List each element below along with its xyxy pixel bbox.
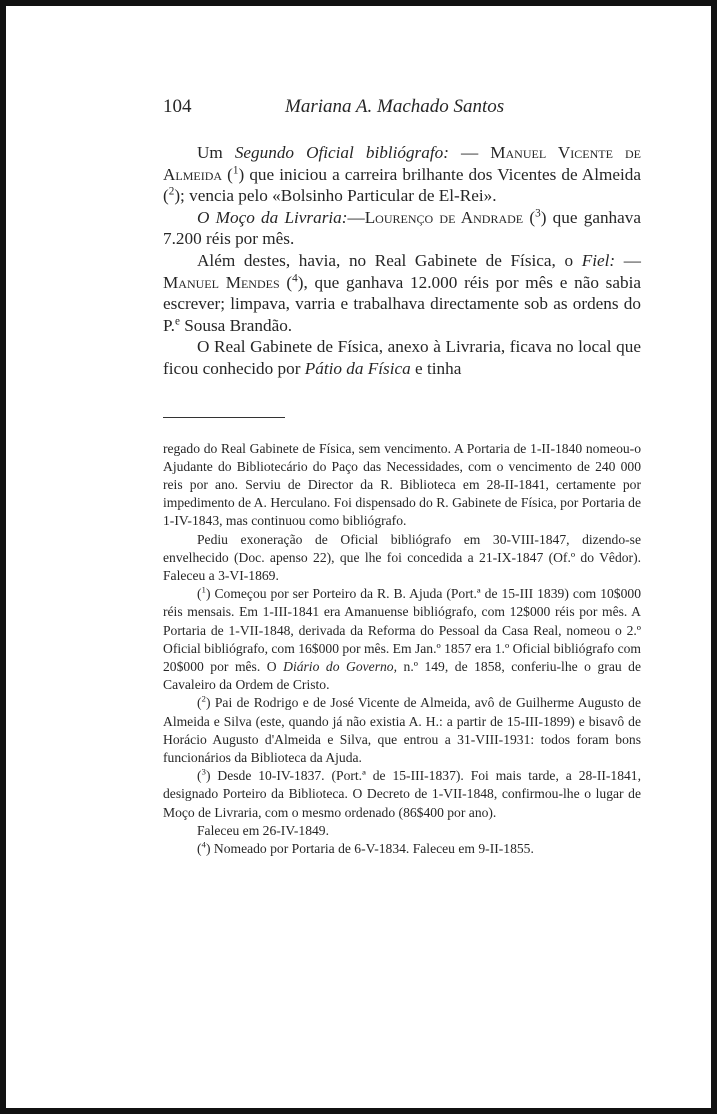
abbrev-superscript: e <box>174 315 180 328</box>
italic-term: Pátio da Física <box>304 358 411 378</box>
italic-term: Fiel: <box>581 250 616 270</box>
italic-term: O Moço da Livraria: <box>197 207 348 227</box>
footnote-4: ($^4$) Nomeado por Portaria de 6-V-1834. Faleceu em 9-II-1855. <box>197 839 534 856</box>
paragraph-2: O Moço da Livraria:—Lourenço de Andrade ($^3$) que ganhava 7.200 réis por mês. <box>163 207 641 249</box>
person-name: Lourenço de Andrade <box>364 207 524 227</box>
footnote-paragraph: Pediu exoneração de Oficial bibliógrafo em 30-VIII-1847, dizendo-se envelhecido (Doc. apenso 22), que lhe foi concedida a 21-IX-1847 (Of.º do Vêdor). Faleceu a 3-VI-1869. <box>163 531 641 583</box>
footnote-ref-1: 1 <box>232 163 239 176</box>
paragraph-3: Além destes, havia, no Real Gabinete de Física, o Fiel: —Manuel Mendes ($^4$), que ganhava 12.000 réis por mês e não sabia escrever; limpava, varria e trabalhava directamente sob as ordens do P.$^e$ Sousa Brandão. <box>163 250 641 335</box>
italic-term: Segundo Oficial bibliógrafo: <box>234 143 449 162</box>
footnote-1: ($^1$) Começou por ser Porteiro da R. B. Ajuda (Port.ª de 15-III 1839) com 10$000 réis mensais. Em 1-III-1841 era Amanuense bibliógrafo, com 12$000 réis por mês. A Portaria de 1-VII-1848, derivada da Reforma do Pessoal da Casa Real, nomeou o 2.º Oficial bibliógrafo, com 16$000 por mês. Em Jan.º 1857 era 1.º Oficial bibliógrafo com 20$000 por mês. O Diário do Governo, n.º 149, de 1858, conferiu-lhe o grau de Cavaleiro da Ordem de Cristo. <box>163 584 642 693</box>
footnote-mark: 2 <box>201 693 206 704</box>
footnote-mark: 1 <box>201 584 206 595</box>
paragraph-4: O Real Gabinete de Física, anexo à Livraria, ficava no local que ficou conhecido por Pátio da Física e tinha <box>163 337 641 378</box>
footnote-ref-4: 4 <box>292 271 298 284</box>
footnote-divider <box>163 417 285 418</box>
page-header <box>163 96 641 128</box>
person-name: Manuel Vicente de Almeida <box>163 143 641 184</box>
footnote-mark: 4 <box>201 839 206 850</box>
italic-title: Diário do Governo, <box>283 658 397 674</box>
footnote-ref-2: 2 <box>168 185 175 198</box>
footnote-mark: 3 <box>201 766 206 777</box>
person-name: Manuel Mendes <box>163 272 280 292</box>
paragraph-1: Um Segundo Oficial bibliógrafo: — Manuel Vicente de Almeida ($^1$) que iniciou a carreira brilhante dos Vicentes de Almeida ($^2$); vencia pelo «Bolsinho Particular de El-Rei». <box>163 143 641 206</box>
footnote-2: ($^2$) Pai de Rodrigo e de José Vicente de Almeida, avô de Guilherme Augusto de Almeida e Silva (este, quando já não existia A. H.: a partir de 15-III-1899) e bisavô de Horácio Augusto d'Almeida e Silva, que entrou a 31-VIII-1931: todos foram bons funcionários da Biblioteca da Ajuda. <box>163 693 641 765</box>
footnotes <box>163 440 641 859</box>
footnote-3: ($^3$) Desde 10-IV-1837. (Port.ª de 15-III-1837). Foi mais tarde, a 28-II-1841, designado Porteiro da Biblioteca. O Decreto de 1-VII-1848, confirmou-lhe o lugar de Moço de Livraria, com o mesmo ordenado (86$400 por ano). <box>163 766 641 820</box>
footnote-continuation: regado do Real Gabinete de Física, sem vencimento. A Portaria de 1-II-1840 nomeou-o Ajudante do Bibliotecário do Paço das Necessidades, com o vencimento de 240 000 reis por ano. Serviu de Director da R. Biblioteca em 28-II-1841, certamente por impedimento de A. Herculano. Foi dispensado do R. Gabinete de Física, por Portaria de 1-IV-1843, mas continuou como bibliógrafo. <box>163 440 641 529</box>
footnote-ref-3: 3 <box>535 207 541 220</box>
footnote-paragraph: Faleceu em 26-IV-1849. <box>197 822 330 838</box>
document-page <box>163 96 641 858</box>
running-title: Mariana A. Machado Santos <box>285 96 505 117</box>
main-text <box>163 142 641 380</box>
page-number: 104 <box>163 96 192 117</box>
